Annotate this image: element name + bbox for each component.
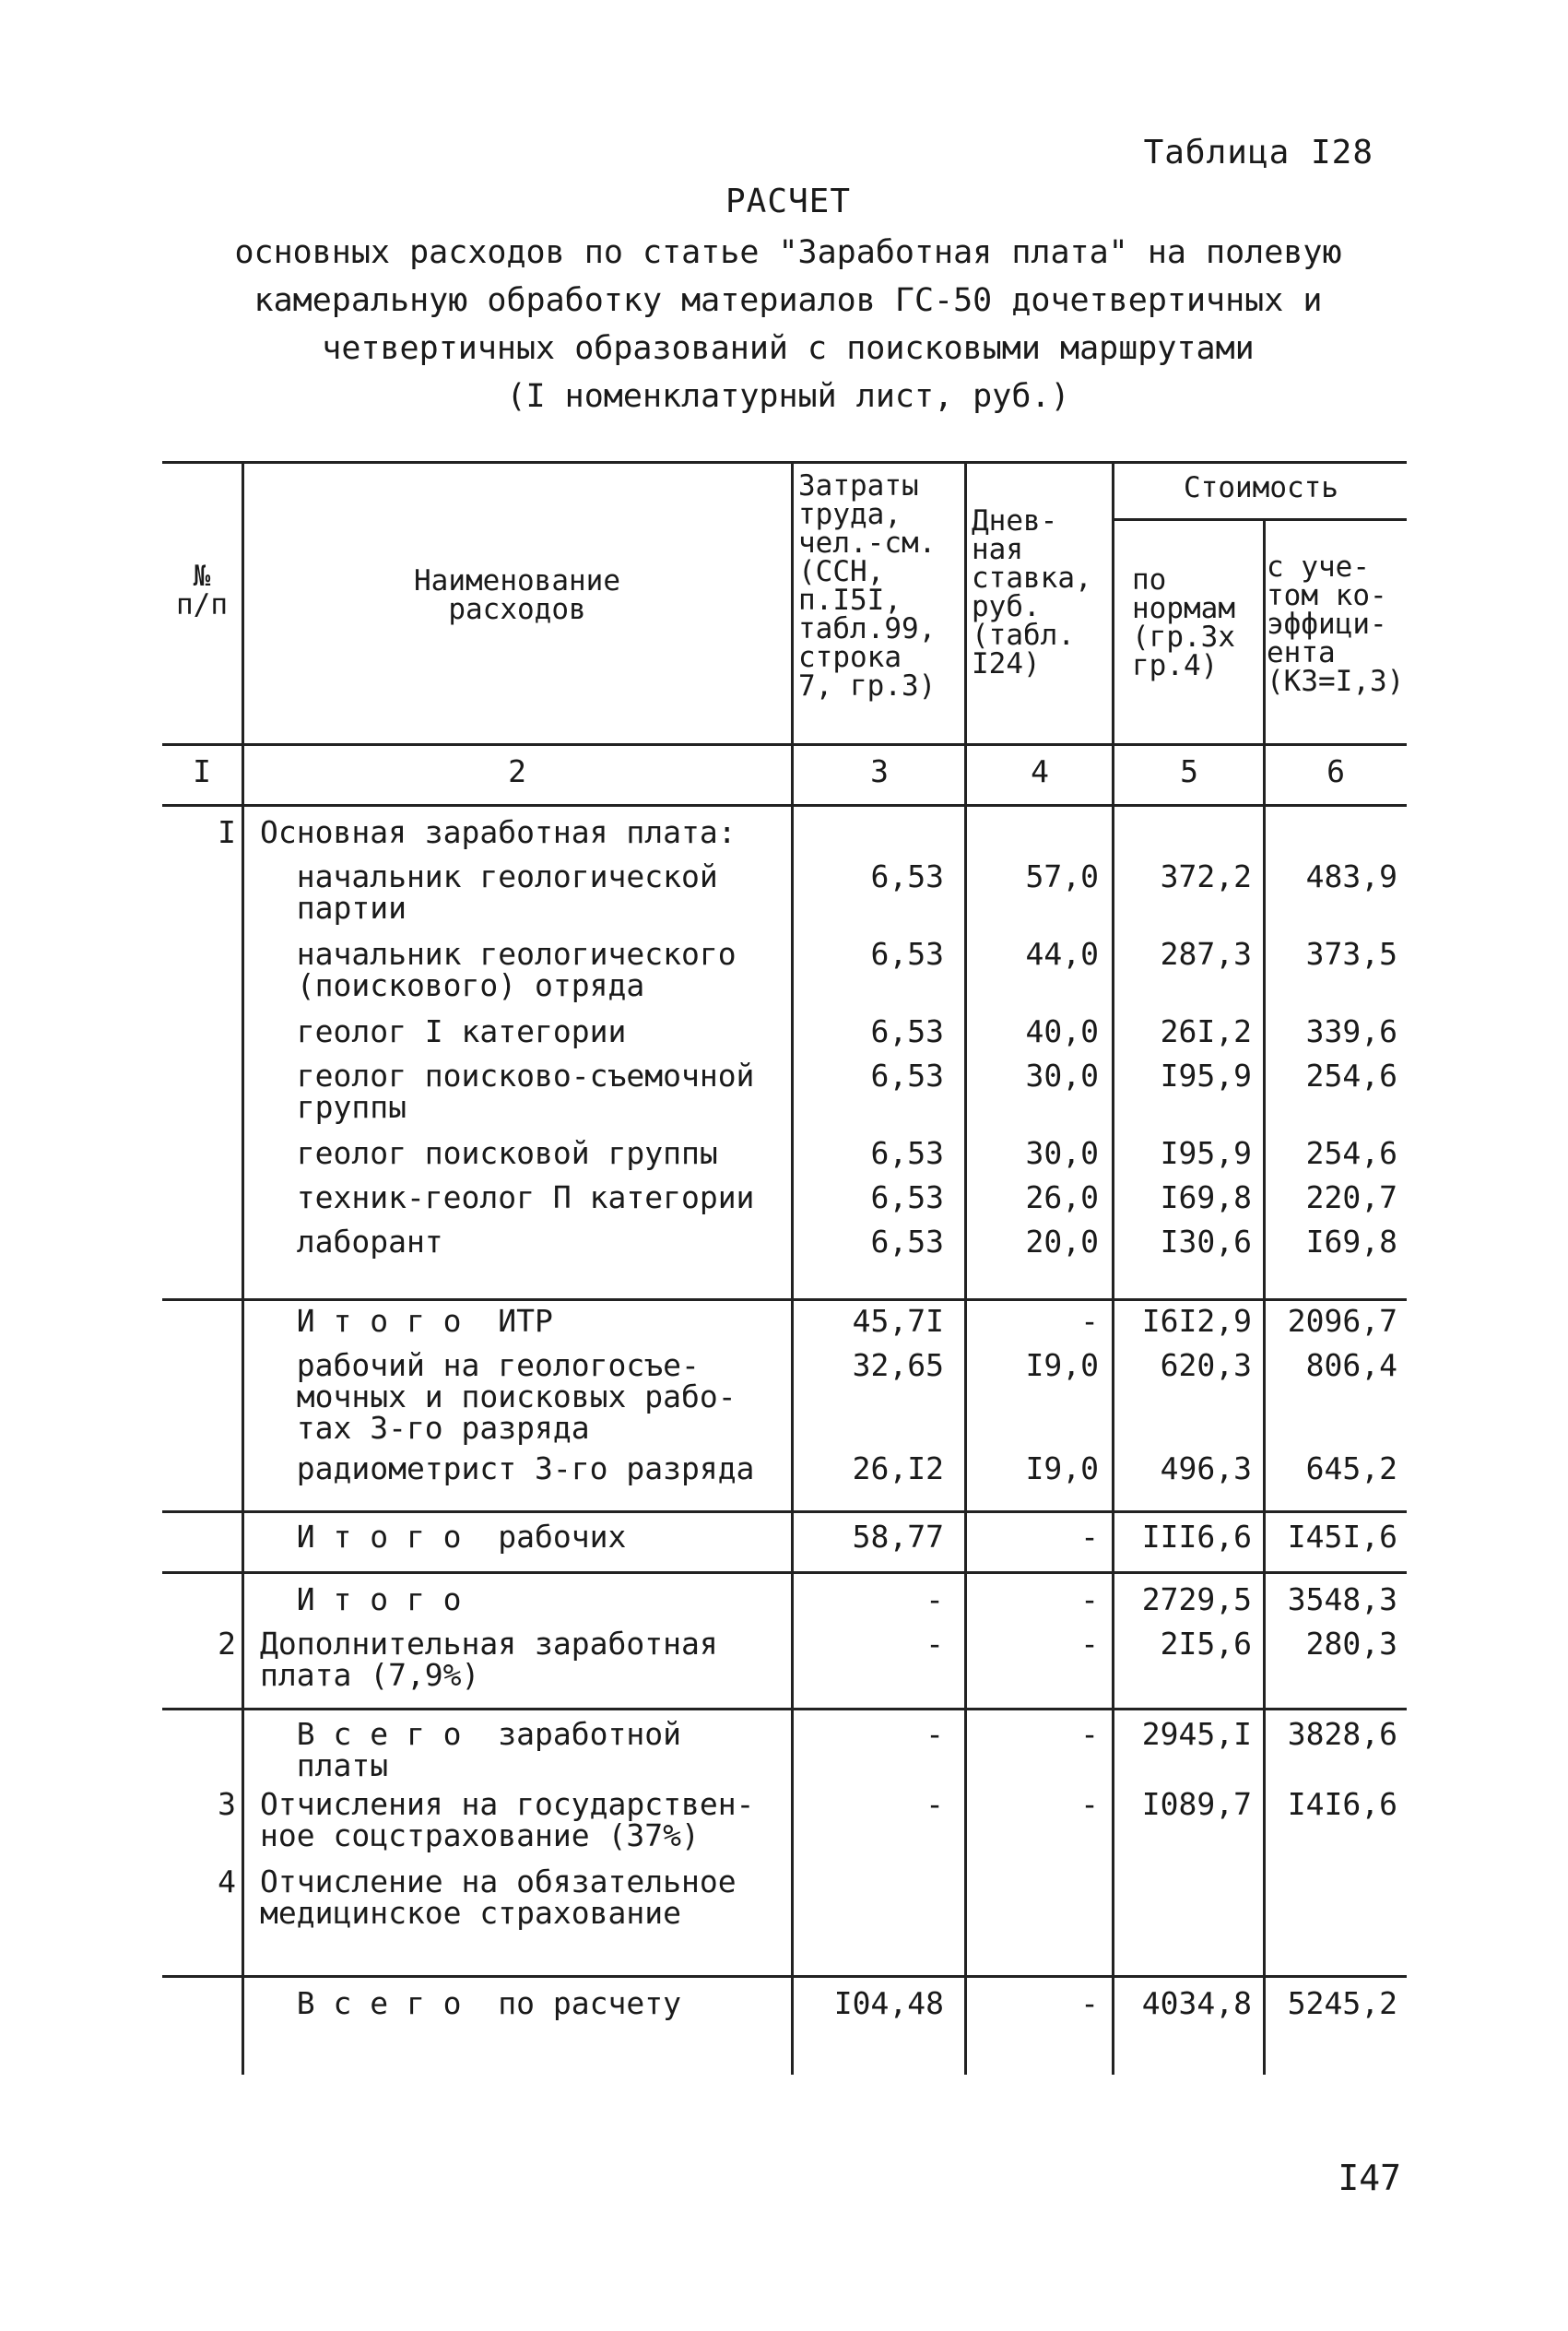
row-coef-cell: 2096,7: [1287, 1303, 1397, 1339]
row-rate-cell: 57,0: [1025, 858, 1099, 894]
row-labor-cell: -: [925, 1716, 944, 1752]
column-divider: [242, 461, 244, 2075]
row-labor-cell: 6,53: [870, 1013, 944, 1049]
row-labor-cell: -: [925, 1626, 944, 1662]
subtitle-line: четвертичных образований с поисковыми маршрутами: [322, 330, 1255, 367]
table-rule: [162, 461, 1407, 464]
row-norm-cell: I6I2,9: [1141, 1303, 1252, 1339]
row-coef-cell: I4I6,6: [1287, 1786, 1397, 1822]
row-name-cell: В с е г о по расчету: [260, 1985, 681, 2021]
table-rule: [162, 1975, 1407, 1978]
row-name-cell: радиометрист 3-го разряда: [260, 1450, 755, 1486]
row-rate-cell: 30,0: [1025, 1058, 1099, 1094]
row-name-cell: техник-геолог П категории: [260, 1179, 755, 1215]
column-divider: [791, 461, 794, 2075]
row-norm-cell: I089,7: [1141, 1786, 1252, 1822]
row-norm-cell: 372,2: [1160, 858, 1252, 894]
row-rate-cell: I9,0: [1025, 1450, 1099, 1486]
row-norm-cell: 287,3: [1160, 936, 1252, 972]
row-rate-cell: -: [1080, 1303, 1099, 1339]
column-divider: [964, 461, 967, 2075]
table-rule: [162, 1510, 1407, 1513]
row-coef-cell: 373,5: [1305, 936, 1397, 972]
row-norm-cell: 496,3: [1160, 1450, 1252, 1486]
header-num: № п/п: [176, 560, 228, 621]
row-name-cell: геолог поисково-съемочной группы: [296, 1058, 755, 1125]
row-coef-cell: 806,4: [1305, 1347, 1397, 1383]
row-coef-cell: 483,9: [1305, 858, 1397, 894]
column-number: I: [193, 753, 211, 789]
table-rule: [162, 1571, 1407, 1574]
row-norm-cell: I95,9: [1160, 1058, 1252, 1094]
header-rate: Днев- ная ставка, руб. (табл. I24): [972, 504, 1092, 680]
row-norm-cell: I69,8: [1160, 1179, 1252, 1215]
row-labor-cell: 6,53: [870, 1224, 944, 1260]
row-coef-cell: 254,6: [1305, 1058, 1397, 1094]
row-rate-cell: -: [1080, 1716, 1099, 1752]
row-coef-cell: 220,7: [1305, 1179, 1397, 1215]
row-labor-cell: 26,I2: [852, 1450, 944, 1486]
row-labor-cell: -: [925, 1786, 944, 1822]
row-labor-cell: 32,65: [852, 1347, 944, 1383]
row-num-cell: I: [218, 814, 236, 850]
row-num-cell: 4: [218, 1864, 236, 1899]
row-norm-cell: III6,6: [1141, 1519, 1252, 1555]
row-norm-cell: 2I5,6: [1160, 1626, 1252, 1662]
row-rate-cell: 40,0: [1025, 1013, 1099, 1049]
row-name-cell: Дополнительная заработная плата (7,9%): [260, 1626, 718, 1693]
row-norm-cell: 2729,5: [1141, 1581, 1252, 1617]
header-norm: по нормам (гр.3х гр.4): [1132, 563, 1235, 682]
row-name-cell: лаборант: [260, 1224, 443, 1260]
row-norm-cell: 26I,2: [1160, 1013, 1252, 1049]
row-name-cell: И т о г о: [260, 1581, 462, 1617]
row-norm-cell: I30,6: [1160, 1224, 1252, 1260]
row-rate-cell: 44,0: [1025, 936, 1099, 972]
row-rate-cell: -: [1080, 1626, 1099, 1662]
row-labor-cell: 6,53: [870, 936, 944, 972]
row-name-cell: Отчисления на государствен- ное соцстрахование (37%): [260, 1786, 755, 1853]
row-name-cell: Отчисление на обязательное медицинское страхование: [260, 1864, 737, 1931]
row-coef-cell: 339,6: [1305, 1013, 1397, 1049]
row-name-cell: И т о г о рабочих: [260, 1519, 627, 1555]
row-coef-cell: 3548,3: [1287, 1581, 1397, 1617]
row-name-cell: геолог I категории: [260, 1013, 627, 1049]
row-norm-cell: I95,9: [1160, 1135, 1252, 1171]
row-name-cell: Основная заработная плата:: [260, 814, 737, 850]
row-labor-cell: 6,53: [870, 1179, 944, 1215]
row-rate-cell: 20,0: [1025, 1224, 1099, 1260]
row-labor-cell: 58,77: [852, 1519, 944, 1555]
header-name: Наименование расходов: [414, 564, 620, 626]
document-subtitle: [166, 229, 1410, 420]
document-title: РАСЧЕТ: [725, 183, 852, 220]
page-number: I47: [1338, 2158, 1401, 2198]
table-rule: [162, 1298, 1407, 1301]
row-labor-cell: 6,53: [870, 1058, 944, 1094]
cost-header-rule: [1114, 518, 1407, 521]
row-rate-cell: 30,0: [1025, 1135, 1099, 1171]
row-rate-cell: -: [1080, 1519, 1099, 1555]
row-rate-cell: -: [1080, 1985, 1099, 2021]
column-number: 6: [1326, 753, 1345, 789]
row-name-cell: В с е г о заработной платы: [296, 1716, 681, 1783]
row-rate-cell: 26,0: [1025, 1179, 1099, 1215]
row-num-cell: 3: [218, 1786, 236, 1822]
row-num-cell: 2: [218, 1626, 236, 1662]
column-number: 5: [1180, 753, 1198, 789]
column-divider: [1112, 461, 1114, 2075]
row-labor-cell: 6,53: [870, 1135, 944, 1171]
row-norm-cell: 2945,I: [1141, 1716, 1252, 1752]
subtitle-line: камеральную обработку материалов ГС-50 дочетвертичных и: [253, 282, 1323, 319]
row-name-cell: начальник геологического (поискового) отряда: [296, 936, 737, 1003]
row-norm-cell: 620,3: [1160, 1347, 1252, 1383]
row-name-cell: геолог поисковой группы: [260, 1135, 718, 1171]
row-norm-cell: 4034,8: [1141, 1985, 1252, 2021]
column-number: 4: [1031, 753, 1049, 789]
row-labor-cell: I04,48: [833, 1985, 944, 2021]
row-coef-cell: 5245,2: [1287, 1985, 1397, 2021]
table-label: Таблица I28: [1143, 134, 1373, 172]
row-rate-cell: -: [1080, 1581, 1099, 1617]
row-coef-cell: I45I,6: [1287, 1519, 1397, 1555]
calculation-table: [162, 461, 1407, 2075]
row-rate-cell: -: [1080, 1786, 1099, 1822]
table-rule: [162, 743, 1407, 746]
row-name-cell: начальник геологической партии: [296, 858, 718, 926]
row-coef-cell: 645,2: [1305, 1450, 1397, 1486]
table-rule: [162, 804, 1407, 807]
column-number: 3: [870, 753, 889, 789]
row-labor-cell: 45,7I: [852, 1303, 944, 1339]
column-divider: [1263, 518, 1266, 2075]
row-name-cell: И т о г о ИТР: [260, 1303, 553, 1339]
row-coef-cell: 3828,6: [1287, 1716, 1397, 1752]
subtitle-line: основных расходов по статье "Заработная плата" на полевую: [234, 234, 1342, 271]
header-cost: Стоимость: [1184, 471, 1338, 504]
row-labor-cell: -: [925, 1581, 944, 1617]
column-number: 2: [508, 753, 526, 789]
subtitle-line: (I номенклатурный лист, руб.): [506, 378, 1070, 415]
row-coef-cell: I69,8: [1305, 1224, 1397, 1260]
row-name-cell: рабочий на геологосъе- мочных и поисковых рабо- тах 3-го разряда: [296, 1347, 737, 1446]
row-rate-cell: I9,0: [1025, 1347, 1099, 1383]
row-coef-cell: 280,3: [1305, 1626, 1397, 1662]
header-labor: Затраты труда, чел.-см. (ССН, п.I5I, табл.99, строка 7, гр.3): [798, 469, 937, 703]
table-rule: [162, 1708, 1407, 1710]
row-coef-cell: 254,6: [1305, 1135, 1397, 1171]
row-labor-cell: 6,53: [870, 858, 944, 894]
header-coef: с уче- том ко- эффици- ента (К3=I,3): [1267, 550, 1405, 698]
